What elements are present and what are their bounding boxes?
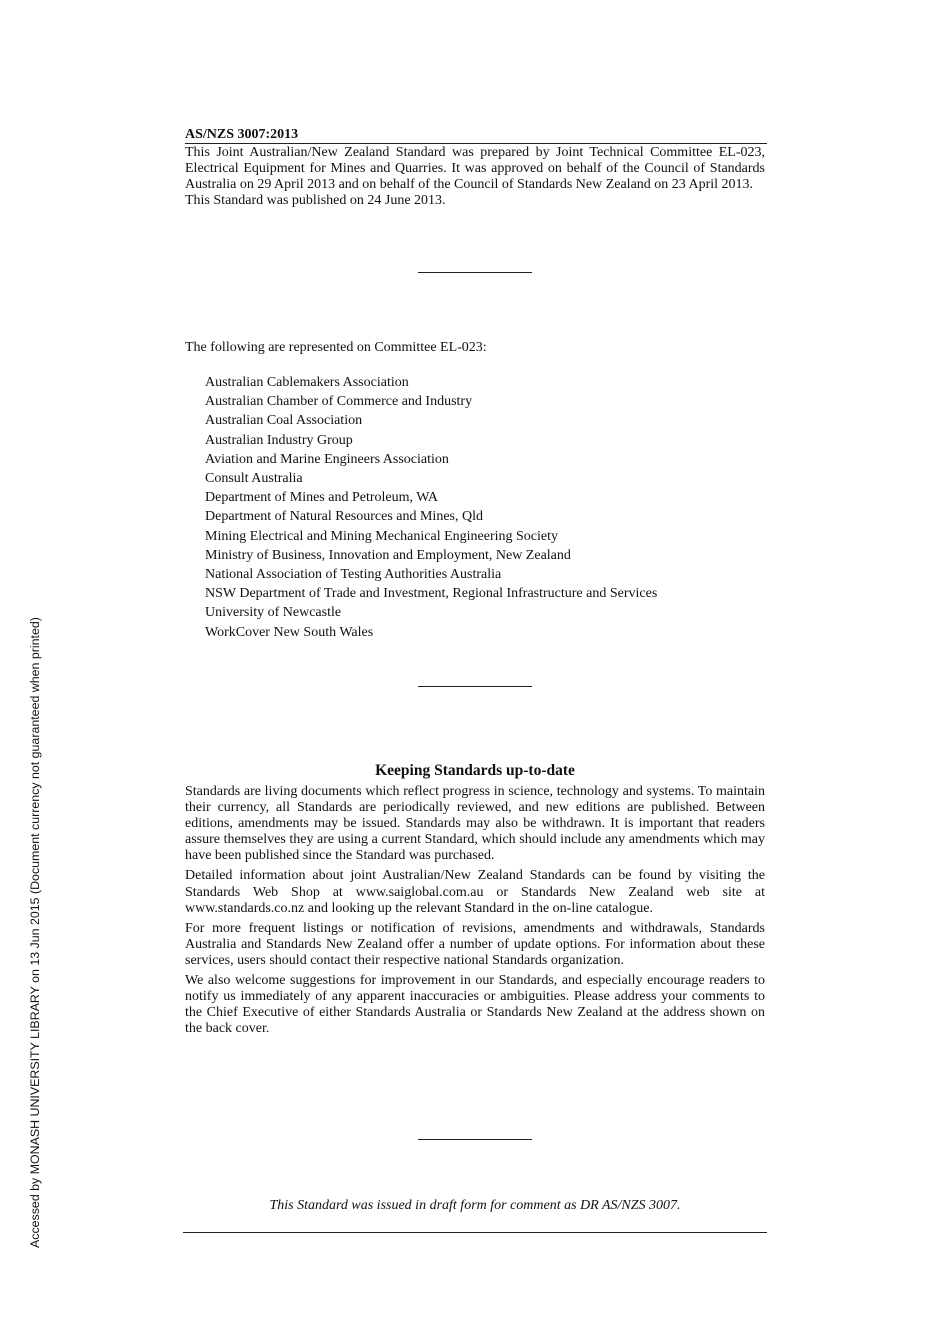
committee-member: Australian Industry Group — [205, 432, 353, 448]
body-paragraph: Detailed information about joint Australian/New Zealand Standards can be found by visiting the Standards Web Shop at www.saiglobal.com.au or Standards New Zealand web site at www.standards.co.nz and looking up the relevant Standard in the on-line catalogue. — [185, 868, 765, 916]
access-watermark: Accessed by MONASH UNIVERSITY LIBRARY on 13 Jun 2015 (Document currency not guaranteed when printed) — [28, 617, 42, 1248]
keeping-standards-body — [185, 784, 765, 1041]
standard-id: AS/NZS 3007:2013 — [185, 126, 767, 144]
draft-note: This Standard was issued in draft form for comment as DR AS/NZS 3007. — [269, 1198, 681, 1213]
committee-member: Department of Natural Resources and Mines, Qld — [205, 509, 483, 525]
committee-member: Aviation and Marine Engineers Association — [205, 451, 449, 467]
committee-member: Ministry of Business, Innovation and Employment, New Zealand — [205, 547, 571, 563]
preparation-paragraph: This Joint Australian/New Zealand Standard was prepared by Joint Technical Committee EL-023, Electrical Equipment for Mines and Quarries. It was approved on behalf of the Council of Standards Australia on 29 April 2013 and on behalf of the Council of Standards New Zealand on 23 April 2013. — [185, 145, 765, 192]
committee-member: Australian Cablemakers Association — [205, 375, 409, 390]
committee-member-list — [205, 373, 657, 642]
committee-member: Australian Coal Association — [205, 413, 363, 429]
body-paragraph: For more frequent listings or notification of revisions, amendments and withdrawals, Standards Australia and Standards New Zealand offer a number of update options. For information about these services, users should contact their respective national Standards organization. — [185, 920, 765, 968]
section-heading: Keeping Standards up-to-date — [375, 762, 575, 779]
preparation-block — [185, 145, 765, 209]
committee-member: Consult Australia — [205, 471, 303, 487]
committee-member: WorkCover New South Wales — [205, 624, 374, 640]
committee-member: Australian Chamber of Commerce and Industry — [205, 394, 473, 410]
committee-member: Department of Mines and Petroleum, WA — [205, 490, 439, 506]
section-divider — [418, 272, 532, 273]
body-paragraph: We also welcome suggestions for improvement in our Standards, and especially encourage readers to notify us immediately of any apparent inaccuracies or ambiguities. Please address your comments to the Chief Executive of either Standards Australia or Standards New Zealand at the address shown on the back cover. — [185, 973, 765, 1037]
committee-member: University of Newcastle — [205, 605, 342, 621]
publication-date: This Standard was published on 24 June 2013. — [185, 193, 446, 208]
section-divider — [418, 686, 532, 687]
section-divider — [418, 1139, 532, 1140]
committee-member: National Association of Testing Authorities Australia — [205, 567, 502, 583]
committee-member: NSW Department of Trade and Investment, Regional Infrastructure and Services — [205, 586, 658, 602]
committee-intro: The following are represented on Committee EL-023: — [185, 340, 487, 355]
footer-rule — [183, 1232, 767, 1233]
committee-member: Mining Electrical and Mining Mechanical Engineering Society — [205, 528, 559, 544]
body-paragraph: Standards are living documents which reflect progress in science, technology and systems. To maintain their currency, all Standards are periodically reviewed, and new editions are published. Between editions, amendments may be issued. Standards may also be withdrawn. It is important that readers assure themselves they are using a current Standard, which should include any amendments which may have been published since the Standard was purchased. — [185, 784, 765, 864]
